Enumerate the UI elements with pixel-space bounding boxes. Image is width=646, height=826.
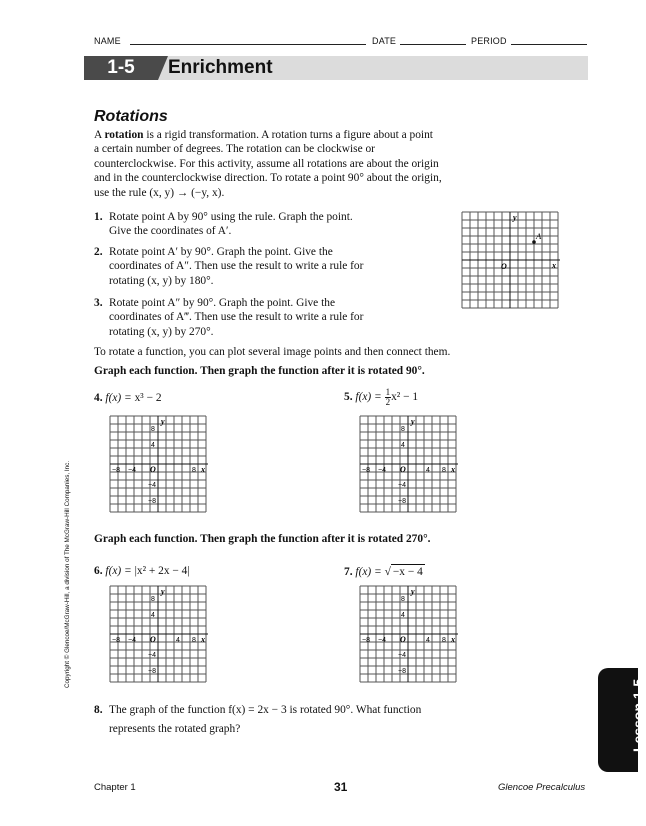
tick-y-neg8: −8 <box>398 668 406 675</box>
tick-x-neg8: −8 <box>112 637 120 644</box>
rotation-grid[interactable] <box>462 212 560 308</box>
origin-label: O <box>501 262 507 271</box>
tick-y-4: 4 <box>151 612 155 619</box>
rotation-term: rotation <box>104 129 144 141</box>
origin-label: O <box>400 635 406 644</box>
tick-y-neg8: −8 <box>148 498 156 505</box>
transition-text: To rotate a function, you can plot several image points and then connect them. <box>94 346 451 358</box>
footer-chapter: Chapter 1 <box>94 782 136 793</box>
problem-2-number: 2. <box>94 246 103 258</box>
x-axis-label: x <box>201 635 205 644</box>
tick-x-neg8: −8 <box>362 467 370 474</box>
tick-y-8: 8 <box>151 426 155 433</box>
tick-x-4: 4 <box>176 637 180 644</box>
problem-1-line-2: Give the coordinates of A′. <box>109 225 232 238</box>
tick-y-8: 8 <box>401 596 405 603</box>
problem-1-number: 1. <box>94 211 103 223</box>
problem-2-line-3: rotating (x, y) by 180°. <box>109 274 214 287</box>
x-axis-label: x <box>451 635 455 644</box>
name-label: NAME <box>94 36 121 46</box>
tick-x-8: 8 <box>442 467 446 474</box>
date-line[interactable] <box>400 44 466 45</box>
tick-y-4: 4 <box>151 442 155 449</box>
footer-page-number: 31 <box>334 780 348 794</box>
function-7-label: 7. f(x) = √ −x − 4 <box>344 566 423 578</box>
tick-x-4: 4 <box>426 467 430 474</box>
tick-x-neg4: −4 <box>378 637 386 644</box>
function-7-grid[interactable] <box>360 586 458 682</box>
y-axis-label: y <box>161 417 165 426</box>
instruction-rotate-90: Graph each function. Then graph the function after it is rotated 90°. <box>94 365 425 377</box>
tick-y-neg8: −8 <box>398 498 406 505</box>
tick-x-neg4: −4 <box>128 637 136 644</box>
tick-y-neg4: −4 <box>148 482 156 489</box>
footer-book-title: Glencoe Precalculus <box>498 782 586 793</box>
function-6-label: 6. f(x) = |x² + 2x − 4| <box>94 565 190 577</box>
name-line[interactable] <box>130 44 366 45</box>
origin-label: O <box>150 465 156 474</box>
problem-3-line-2: coordinates of A‴. Then use the result to write a rule for <box>109 311 364 324</box>
tick-x-neg4: −4 <box>128 467 136 474</box>
tick-y-8: 8 <box>401 426 405 433</box>
tick-x-8: 8 <box>192 637 196 644</box>
tick-y-4: 4 <box>401 442 405 449</box>
tick-x-neg4: −4 <box>378 467 386 474</box>
problem-2-line-1: Rotate point A′ by 90°. Graph the point. Give the <box>109 246 333 258</box>
period-line[interactable] <box>511 44 587 45</box>
tick-x-neg8: −8 <box>362 637 370 644</box>
intro-line-1: A rotation is a rigid transformation. A rotation turns a figure about a point <box>94 129 433 141</box>
fraction-one-half: $\frac{1}{2}$ <box>385 387 391 407</box>
origin-label: O <box>400 465 406 474</box>
tick-y-neg4: −4 <box>148 652 156 659</box>
y-axis-label: y <box>411 587 415 596</box>
function-4-grid[interactable] <box>110 416 208 512</box>
tick-x-8: 8 <box>192 467 196 474</box>
problem-2-line-2: coordinates of A″. Then use the result to write a rule for <box>109 260 364 273</box>
y-axis-label: y <box>161 587 165 596</box>
problem-1-line-1: Rotate point A by 90° using the rule. Graph the point. <box>109 211 353 223</box>
origin-label: O <box>150 635 156 644</box>
section-title: Rotations <box>94 108 168 125</box>
tick-x-neg8: −8 <box>112 467 120 474</box>
intro-line-2: a certain number of degrees. The rotation can be clockwise or <box>94 143 375 156</box>
problem-8-number: 8. <box>94 704 103 716</box>
x-axis-label: x <box>201 465 205 474</box>
copyright-text: Copyright © Glencoe/McGraw-Hill, a division of The McGraw-Hill Companies, Inc. <box>64 460 71 688</box>
function-4-label: 4. f(x) = x³ − 2 <box>94 392 162 404</box>
problem-3-line-3: rotating (x, y) by 270°. <box>109 325 214 338</box>
function-5-label: 5. f(x) = $\frac{1}{2}$ x² − 1 <box>344 387 419 407</box>
tick-y-neg8: −8 <box>148 668 156 675</box>
intro-line-5: use the rule (x, y) → (−y, x). <box>94 186 225 199</box>
lesson-banner-wedge <box>158 56 168 80</box>
tick-x-8: 8 <box>442 637 446 644</box>
lesson-number: 1-5 <box>84 56 158 80</box>
function-6-grid[interactable] <box>110 586 208 682</box>
y-axis-label: y <box>411 417 415 426</box>
instruction-rotate-270: Graph each function. Then graph the function after it is rotated 270°. <box>94 533 431 545</box>
function-5-grid[interactable] <box>360 416 458 512</box>
intro-line-4: and in the counterclockwise direction. To rotate a point 90° about the origin, <box>94 172 442 185</box>
intro-line-3: counterclockwise. For this activity, assume all rotations are about the origin <box>94 157 439 170</box>
tick-y-neg4: −4 <box>398 482 406 489</box>
x-axis-label: x <box>552 261 556 270</box>
radical-sign: √ <box>384 566 391 578</box>
problem-3-line-1: Rotate point A″ by 90°. Graph the point. Give the <box>109 297 336 309</box>
x-axis-label: x <box>451 465 455 474</box>
lesson-tab-label: Lesson 1-5 <box>630 678 646 752</box>
tick-y-neg4: −4 <box>398 652 406 659</box>
problem-8-line-1: The graph of the function f(x) = 2x − 3 is rotated 90°. What function <box>109 704 422 716</box>
date-label: DATE <box>372 36 397 46</box>
problem-8-line-2: represents the rotated graph? <box>109 723 241 735</box>
point-a-label: A <box>536 231 542 241</box>
problem-3-number: 3. <box>94 297 103 309</box>
tick-y-4: 4 <box>401 612 405 619</box>
period-label: PERIOD <box>471 36 507 46</box>
tick-x-4: 4 <box>426 637 430 644</box>
tick-y-8: 8 <box>151 596 155 603</box>
y-axis-label: y <box>513 213 517 222</box>
lesson-title: Enrichment <box>168 57 273 78</box>
